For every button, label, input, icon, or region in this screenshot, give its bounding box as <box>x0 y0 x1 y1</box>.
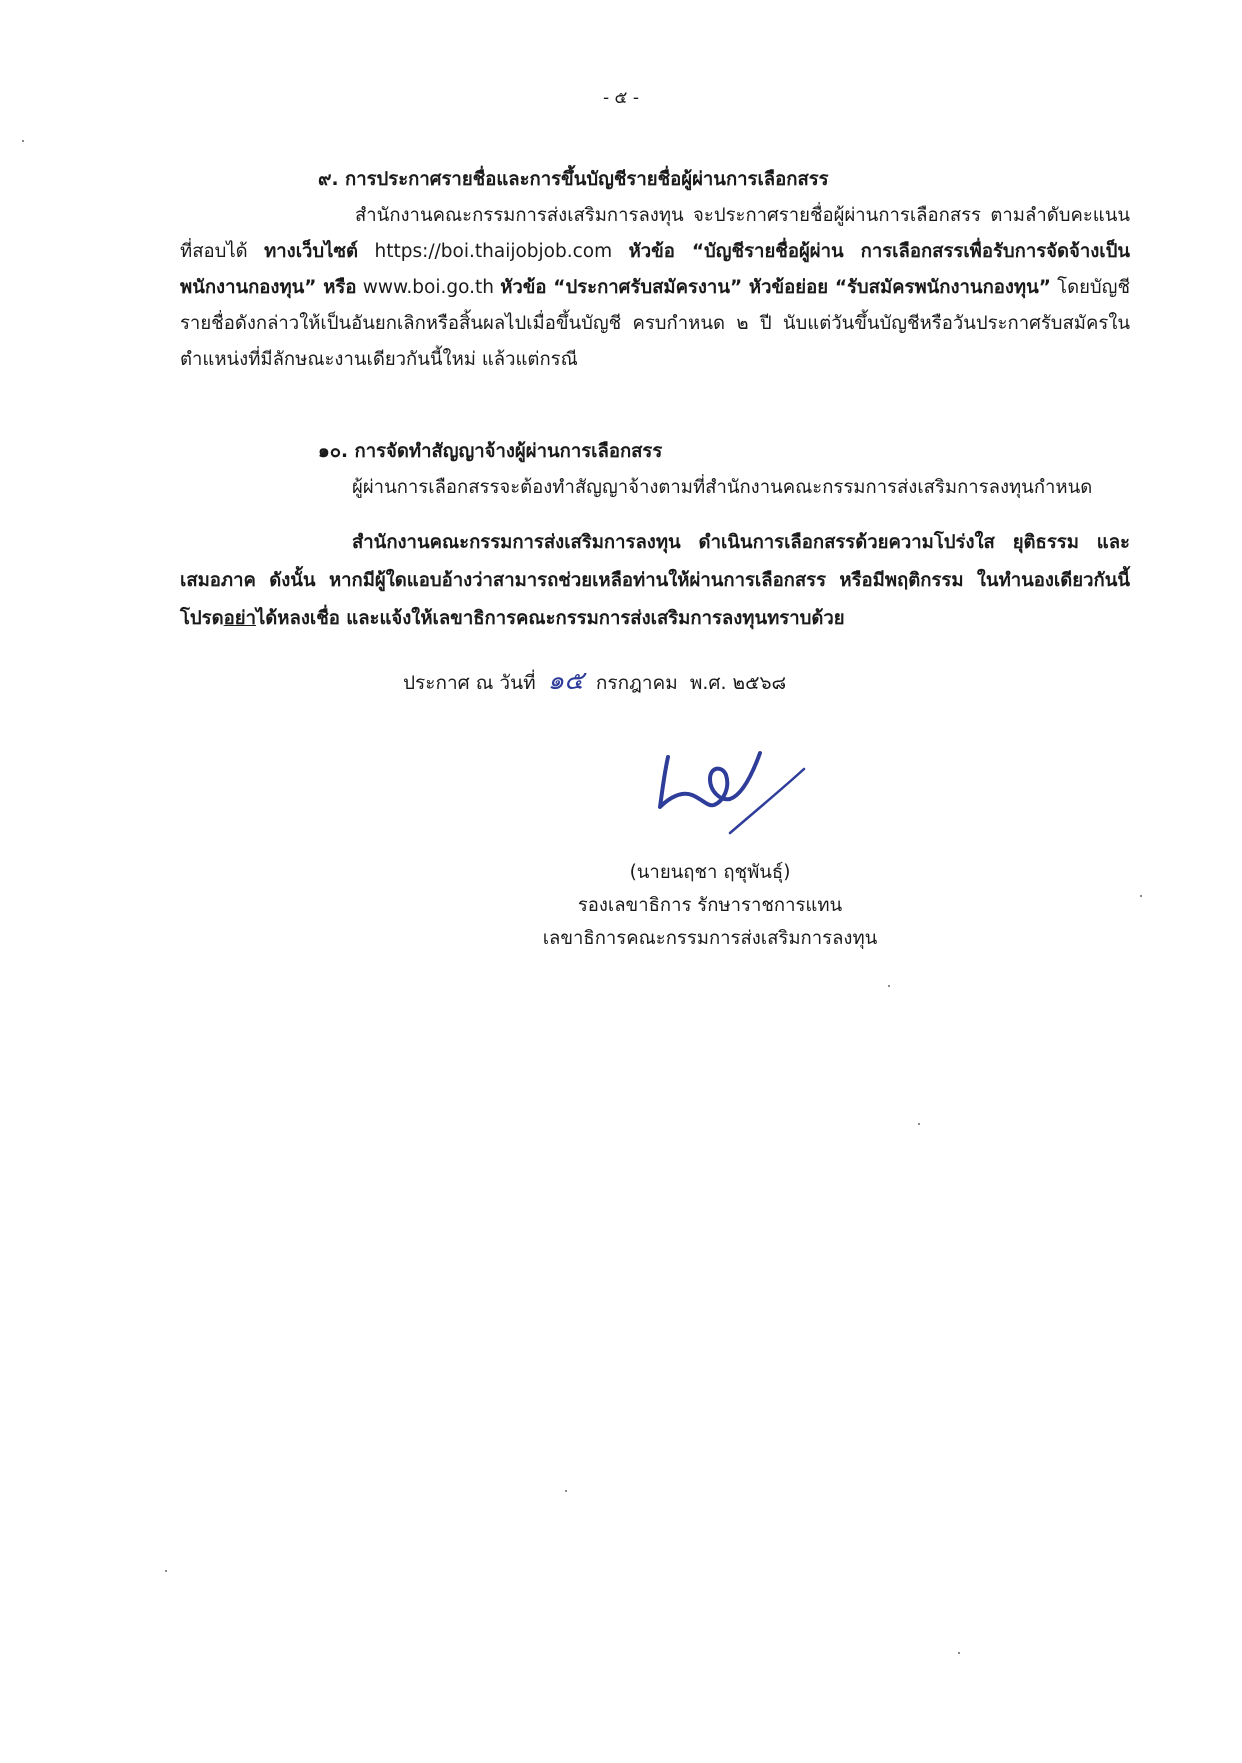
scan-speck <box>565 1490 567 1492</box>
section-9 <box>180 162 1130 378</box>
page-number: - ๕ - <box>603 88 639 108</box>
signatory-block <box>500 856 920 955</box>
announcement-prefix: ประกาศ ณ วันที่ <box>403 672 536 694</box>
section-10 <box>180 434 1130 506</box>
signature-icon <box>648 735 818 845</box>
section-9-topic-2: หัวข้อ “ประกาศรับสมัครงาน” หัวข้อย่อย “รับสมัครพนักงานกองทุน” <box>500 277 1051 298</box>
notice-text-1: สำนักงานคณะกรรมการส่งเสริมการลงทุน ดำเนินการเลือกสรรด้วยความโปร่งใส ยุติธรรม และเสมอภาค ดังนั้น หากมีผู้ใดแอบอ้างว่าสามารถช่วยเหลือท่านให้ผ่านการเลือกสรร หรือมีพฤติกรรม ในทำนองเดียวกันนี้ โปรด <box>180 532 1130 629</box>
scan-speck <box>958 1652 960 1654</box>
scan-speck <box>165 1570 167 1572</box>
announcement-date <box>403 660 786 701</box>
section-9-body <box>180 198 1130 378</box>
signatory-position-2: เลขาธิการคณะกรรมการส่งเสริมการลงทุน <box>542 928 878 949</box>
announcement-month: กรกฎาคม <box>595 672 678 694</box>
section-9-text-2: โดยบัญชีรายชื่อดังกล่าวให้เป็นอันยกเลิกหรือสิ้นผลไปเมื่อขึ้นบัญชี ครบกำหนด ๒ ปี นับแต่วันขึ้นบัญชีหรือวันประกาศรับสมัครในตำแหน่งที่มีลักษณะงานเดียวกันนี้ใหม่ แล้วแต่กรณี <box>180 277 1130 370</box>
notice-underlined-word: อย่า <box>223 608 256 629</box>
thaijobjob-link[interactable]: https://boi.thaijobjob.com <box>358 241 629 262</box>
scan-speck <box>22 140 24 142</box>
anti-fraud-notice-text <box>180 524 1130 638</box>
scan-speck <box>1140 895 1142 897</box>
section-10-heading: ๑๐. การจัดทำสัญญาจ้างผู้ผ่านการเลือกสรร <box>318 441 663 462</box>
section-9-website-label: ทางเว็บไซต์ <box>264 241 359 262</box>
announcement-year: พ.ศ. ๒๕๖๘ <box>689 672 787 694</box>
scan-speck <box>918 1123 920 1125</box>
anti-fraud-notice <box>180 524 1130 638</box>
section-10-body: ผู้ผ่านการเลือกสรรจะต้องทำสัญญาจ้างตามที่สำนักงานคณะกรรมการส่งเสริมการลงทุนกำหนด <box>352 477 1093 498</box>
scan-speck <box>888 985 890 987</box>
signatory-name: (นายนฤชา ฤชุพันธุ์) <box>629 862 791 883</box>
notice-text-2: ได้หลงเชื่อ และแจ้งให้เลขาธิการคณะกรรมการส่งเสริมการลงทุนทราบด้วย <box>255 608 845 629</box>
boi-website-link[interactable]: www.boi.go.th <box>356 277 501 298</box>
section-9-heading: ๙. การประกาศรายชื่อและการขึ้นบัญชีรายชื่อผู้ผ่านการเลือกสรร <box>318 169 829 190</box>
handwritten-signature <box>648 735 818 849</box>
announcement-day: ๑๕ <box>547 666 584 696</box>
signatory-position-1: รองเลขาธิการ รักษาราชการแทน <box>577 895 843 916</box>
section-9-topic-1: หัวข้อ “บัญชีรายชื่อผู้ผ่าน การเลือกสรรเพื่อรับการจัดจ้างเป็นพนักงานกองทุน” หรือ <box>180 241 1130 298</box>
section-9-text-1: สำนักงานคณะกรรมการส่งเสริมการลงทุน จะประกาศรายชื่อผู้ผ่านการเลือกสรร ตามลำดับคะแนนที่สอบได้ <box>180 205 1130 262</box>
